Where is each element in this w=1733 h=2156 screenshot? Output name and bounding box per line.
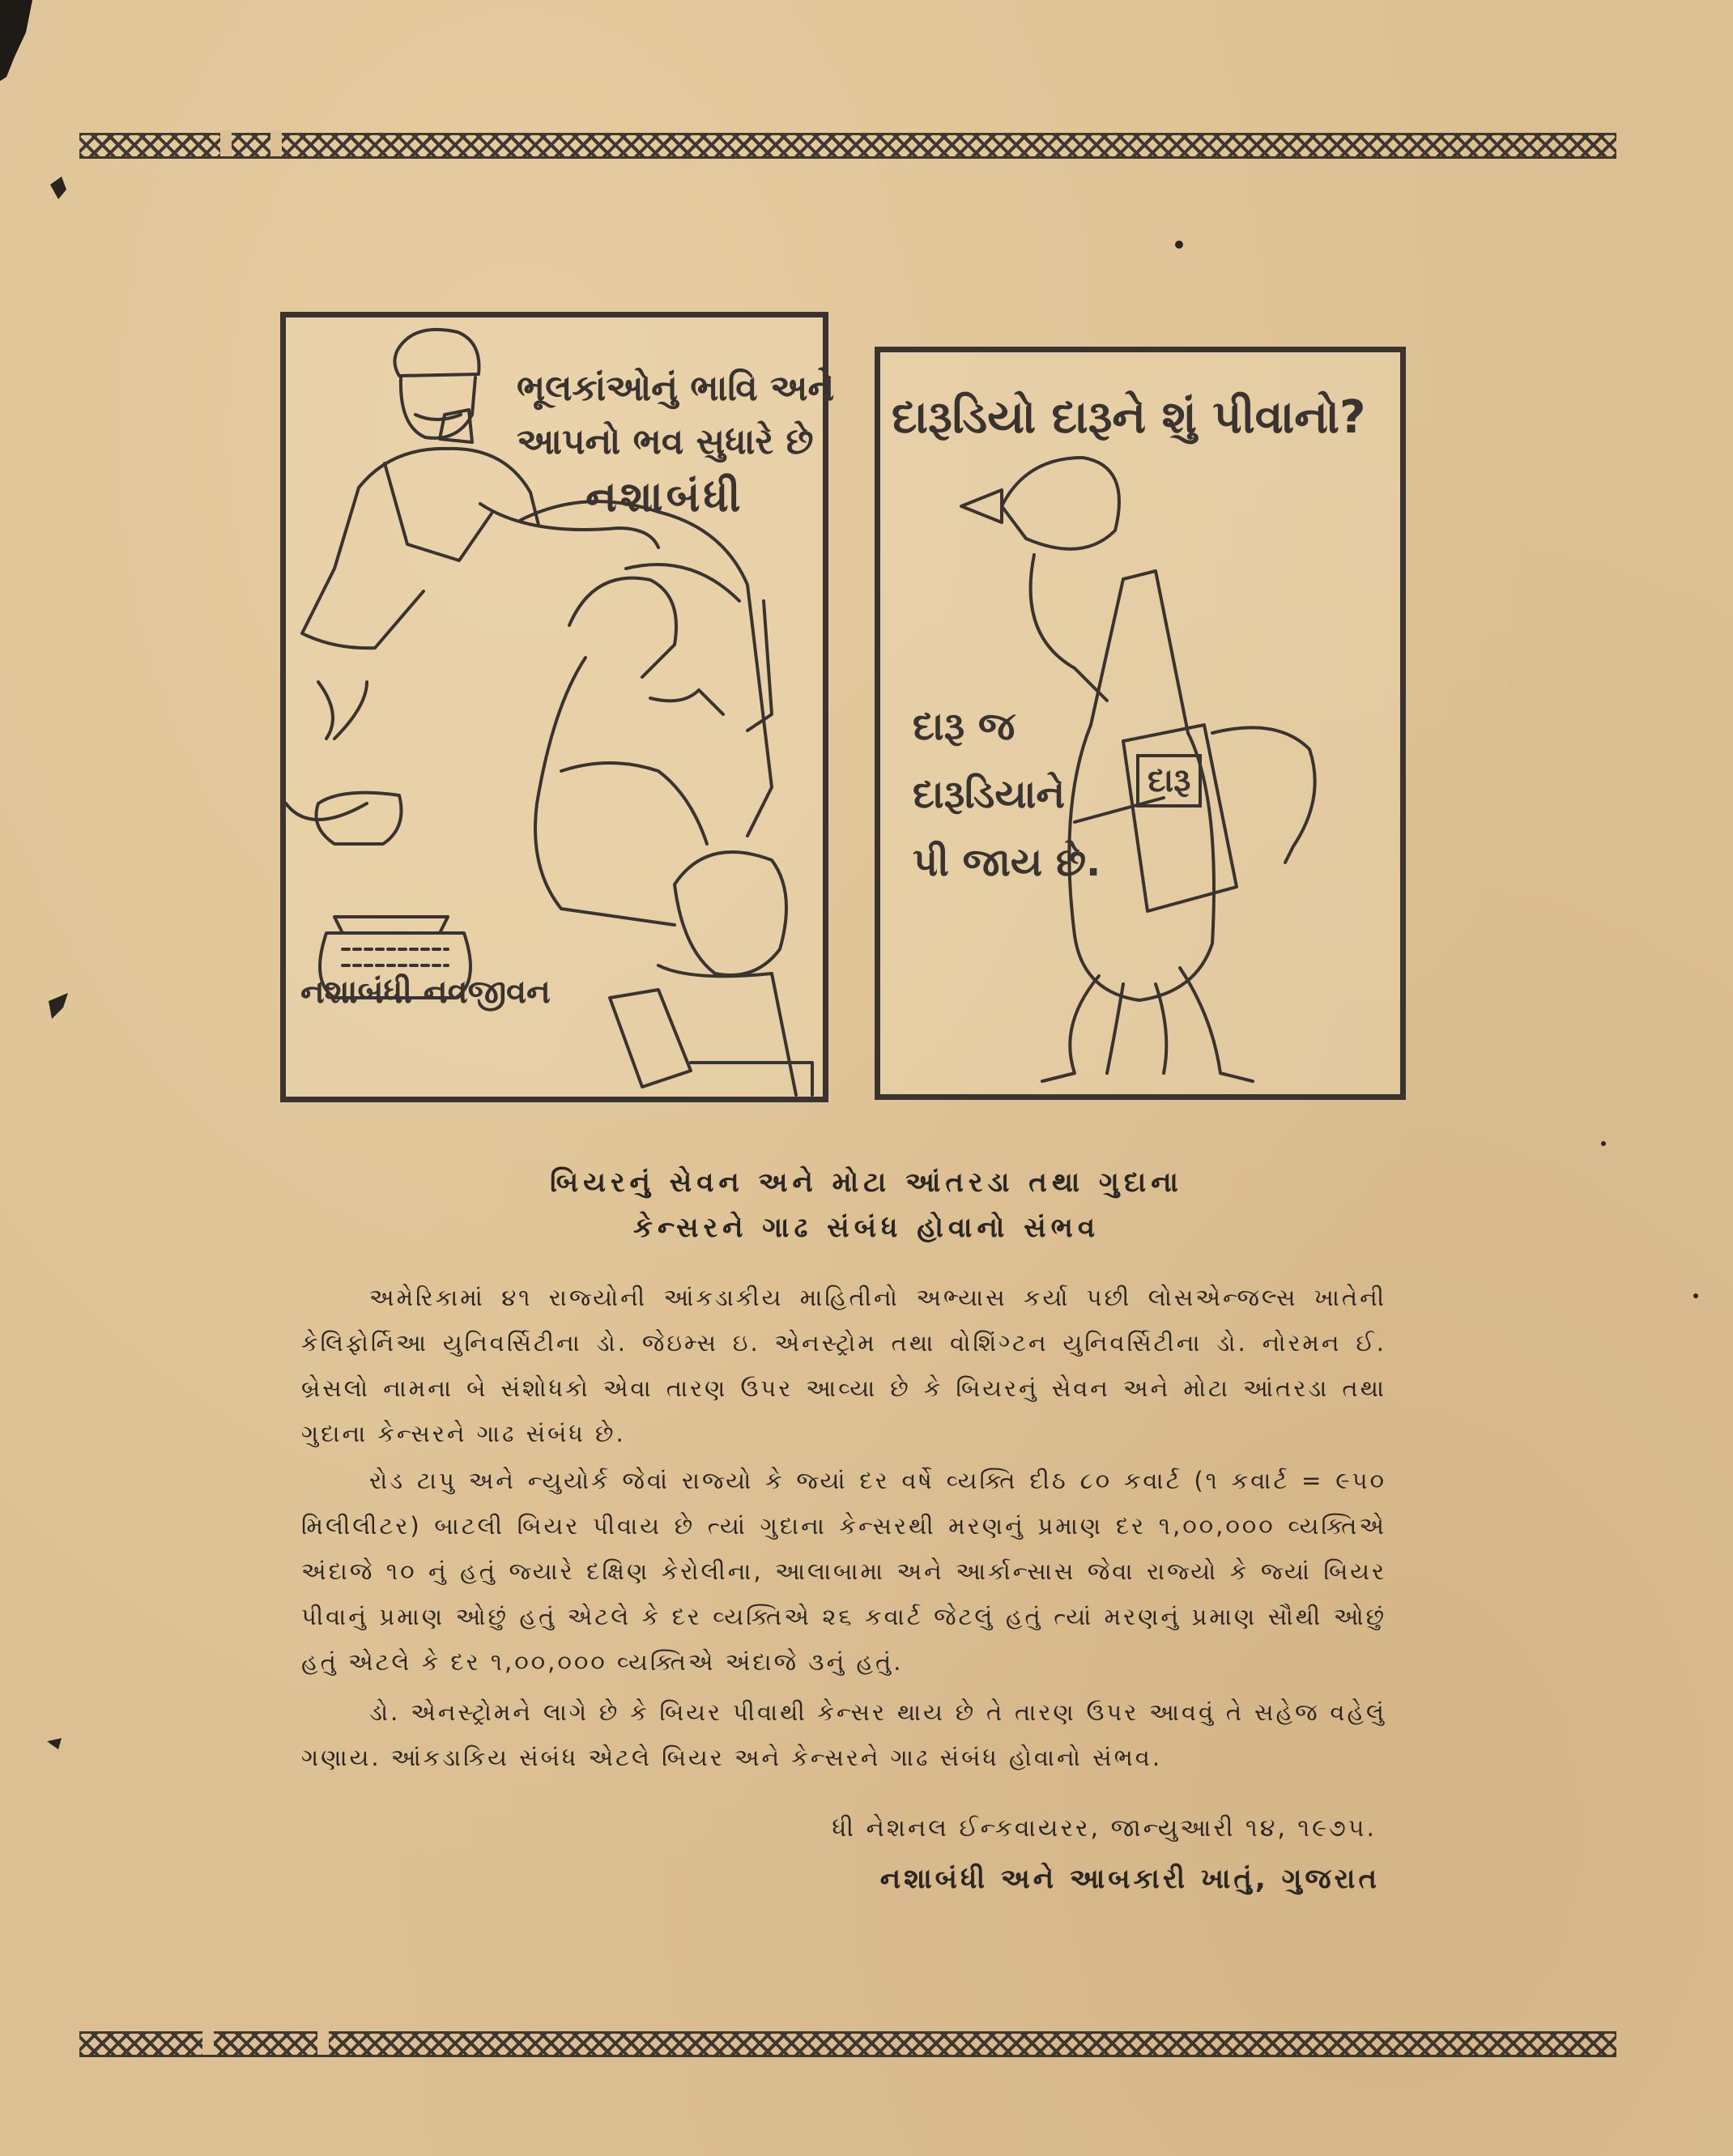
left-poster-headline: નશાબંધી	[585, 473, 744, 522]
bottle-label: દારૂ	[1136, 754, 1202, 807]
article-source: ધી નેશનલ ઈન્કવાયરર, જાન્યુઆરી ૧૪, ૧૯૭૫.	[832, 1814, 1377, 1843]
right-poster-line1: દારૂ જ	[913, 704, 1016, 749]
article-paragraph-1: અમેરિકામાં ૪૧ રાજ્યોની આંકડાકીય માહિતીનો અભ્યાસ કર્યા પછી લોસએન્જલ્સ ખાતેની કેલિફોર્નિઆ યુનિવર્સિટીના ડો. જેઇમ્સ ઇ. એનસ્ટ્રોમ તથા વોશિંગ્ટન યુનિવર્સિટીના ડો. નોરમન ઈ. બ્રેસલો નામના બે સંશોધકો એવા તારણ ઉપર આવ્યા છે કે બિયરનું સેવન અને મોટા આંતરડા તથા ગુદાના કેન્સરને ગાઢ સંબંધ છે.	[301, 1284, 1386, 1447]
poster-prohibition-family	[280, 312, 835, 1102]
bottom-decorative-border	[79, 2031, 1616, 2057]
left-poster-line1: ભૂલકાંઓનું ભાવિ અને	[517, 368, 835, 409]
border-gap	[317, 2029, 329, 2055]
border-gap	[202, 2029, 214, 2055]
article-paragraph-3: ડો. એનસ્ટ્રોમને લાગે છે કે બિયર પીવાથી કેન્સર થાય છે તે તારણ ઉપર આવવું તે સહેજ વહેલું ગણાય. આંકડાકિય સંબંધ એટલે બિયર અને કેન્સરને ગાઢ સંબંધ હોવાનો સંભવ.	[301, 1698, 1386, 1771]
article-paragraph-2: રોડ ટાપુ અને ન્યુયોર્ક જેવાં રાજ્યો કે જ્યાં દર વર્ષે વ્યક્તિ દીઠ ૮૦ કવાર્ટ (૧ કવાર્ટ = ૯૫૦ મિલીલીટર) બાટલી બિયર પીવાય છે ત્યાં ગુદાના કેન્સરથી મરણનું પ્રમાણ દર ૧,૦૦,૦૦૦ વ્યક્તિએ અંદાજે ૧૦ નું હતું જ્યારે દક્ષિણ કેરોલીના, આલાબામા અને આર્કાન્સાસ જેવા રાજ્યો કે જ્યાં બિયર પીવાનું પ્રમાણ ઓછું હતું એટલે કે દર વ્યક્તિએ ૨૬ કવાર્ટ જેટલું હતું ત્યાં મરણનું પ્રમાણ સૌથી ઓછું હતું એટલે કે દર ૧,૦૦,૦૦૦ વ્યક્તિએ અંદાજે ૩નું હતું.	[301, 1467, 1386, 1676]
issuing-department: નશાબંધી અને આબકારી ખાતું, ગુજરાત	[879, 1863, 1380, 1895]
right-poster-line2: દારૂડિયાને	[913, 772, 1066, 817]
right-poster-line3: પી જાય છે.	[913, 840, 1101, 885]
border-gap	[220, 130, 232, 156]
left-poster-line2: આપનો ભવ સુધારે છે	[517, 421, 814, 462]
border-gap	[270, 130, 282, 156]
right-poster-title: દારૂડિયો દારૂને શું પીવાનો?	[892, 391, 1366, 444]
article-headline-line2: કેન્સરને ગાઢ સંબંધ હોવાનો સંભવ	[632, 1212, 1101, 1244]
left-poster-caption: નશાબંધી નવજીવન	[300, 974, 551, 1011]
top-decorative-border	[79, 133, 1616, 159]
article-headline-line1: બિયરનું સેવન અને મોટા આંતરડા તથા ગુદાના	[550, 1166, 1183, 1199]
poster-drunkard	[875, 347, 1406, 1100]
